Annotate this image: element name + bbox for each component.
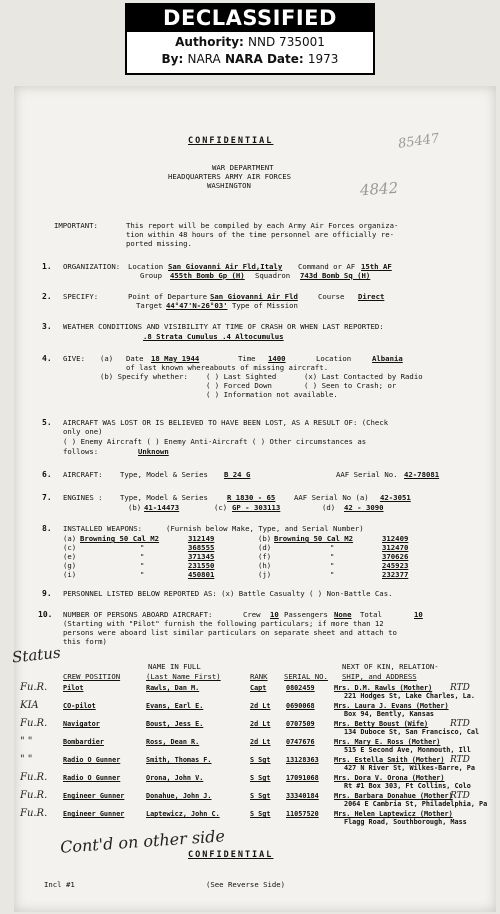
weather-label: WEATHER CONDITIONS AND VISIBILITY AT TIME OF CRASH OR WHEN LAST REPORTED:: [63, 322, 384, 331]
row-address: Box 94, Bently, Kansas: [344, 710, 435, 718]
org-group-label: Group: [140, 271, 162, 280]
by-line: [127, 52, 373, 66]
org-squadron-value: 743d Bomb Sq (H): [300, 271, 371, 280]
header-next-of-kin: NEXT OF KIN, RELATION-: [342, 662, 439, 671]
weapon-type: ": [330, 552, 335, 561]
weather-value: .8 Strata Cumulus .4 Altocumulus: [143, 332, 284, 341]
inclosure-label: Incl #1: [44, 880, 75, 889]
weapon-type: ": [330, 570, 335, 579]
weapon-type: Browning 50 Cal M2: [80, 534, 160, 543]
crew-table-row: [0, 738, 500, 756]
important-line-3: ported missing.: [126, 239, 192, 248]
option-info-unavailable: ( ) Information not available.: [206, 390, 338, 399]
give-time-label: Time: [238, 354, 256, 363]
lost-line-3: ( ) Enemy Aircraft ( ) Enemy Anti-Aircraft ( ) Other circumstances as: [63, 437, 367, 446]
passengers-label: Passengers: [284, 610, 328, 619]
weapon-slot: (a): [63, 534, 77, 543]
row-rank: S Sgt: [250, 756, 271, 764]
crew-count-value: 10: [270, 610, 279, 619]
lost-follows-value: Unknown: [138, 447, 169, 456]
important-line-1: This report will be compiled by each Army Air Forces organiza-: [126, 221, 399, 230]
header-rank: RANK: [250, 672, 268, 681]
give-time-value: 1400: [268, 354, 286, 363]
row-position: Engineer Gunner: [63, 810, 125, 818]
weapon-type: ": [140, 552, 145, 561]
row-position: Radio O Gunner: [63, 774, 121, 782]
header-crew-position: CREW POSITION: [63, 672, 121, 681]
row-address: 221 Hodges St, Lake Charles, La.: [344, 692, 475, 700]
row-status: Fu.R.: [20, 772, 48, 783]
persons-note-line-2: persons were aboard list similar particulars on separate sheet and attach to: [63, 628, 397, 637]
crew-count-label: Crew: [243, 610, 261, 619]
crew-table-row: [0, 684, 500, 702]
crew-table-row: [0, 774, 500, 792]
engines-type-label: Type, Model & Series: [120, 493, 208, 502]
row-serial: 0707509: [286, 720, 315, 728]
aircraft-type-value: B 24 G: [224, 470, 251, 479]
dept-heading: WAR DEPARTMENT: [212, 163, 274, 172]
option-seen-crash: ( ) Seen to Crash; or: [304, 381, 397, 390]
option-forced-down: ( ) Forced Down: [206, 381, 272, 390]
org-squadron-label: Squadron: [255, 271, 291, 280]
weapon-serial: 232377: [382, 570, 409, 579]
give-whereabouts-text: of last known whereabouts of missing aircraft.: [126, 363, 329, 372]
row-name: Evans, Earl E.: [146, 702, 204, 710]
weapon-serial: 370626: [382, 552, 409, 561]
section-4-number: 4.: [42, 354, 52, 363]
weapons-description: (Furnish below Make, Type, and Serial Number): [166, 524, 364, 533]
weapons-label: INSTALLED WEAPONS:: [63, 524, 143, 533]
departure-label: Point of Departure: [128, 292, 208, 301]
org-location-value: San Giovanni Air Fld,Italy: [168, 262, 283, 271]
hq-heading: HEADQUARTERS ARMY AIR FORCES: [168, 172, 292, 181]
row-position: Radio O Gunner: [63, 756, 121, 764]
engine-serial-a: 42-3051: [380, 493, 411, 502]
section-6-number: 6.: [42, 470, 52, 479]
engine-serial-d: 42 - 3090: [344, 503, 384, 512]
row-serial: 0690068: [286, 702, 315, 710]
declassified-title: DECLASSIFIED: [127, 5, 373, 32]
give-date-value: 18 May 1944: [151, 354, 200, 363]
give-label: GIVE:: [63, 354, 85, 363]
row-next-of-kin: Mrs. Helen Laptewicz (Mother): [334, 810, 453, 818]
total-value: 10: [414, 610, 423, 619]
weapon-serial: 312409: [382, 534, 409, 543]
persons-aboard-label: NUMBER OF PERSONS ABOARD AIRCRAFT:: [63, 610, 213, 619]
weapon-type: ": [330, 561, 335, 570]
section-1-number: 1.: [42, 262, 52, 271]
row-status: Fu.R.: [20, 790, 48, 801]
weapon-serial: 450801: [188, 570, 215, 579]
row-position: CO-pilot: [63, 702, 96, 710]
row-name: Boust, Jess E.: [146, 720, 204, 728]
row-status: " ": [20, 736, 33, 747]
row-address: Flagg Road, Southborough, Mass: [344, 818, 467, 826]
lost-line-2: only one): [63, 427, 103, 436]
target-label: Target: [136, 301, 163, 310]
row-serial: 17091068: [286, 774, 319, 782]
org-command-label: Command or AF: [298, 262, 356, 271]
weapon-slot: (e): [63, 552, 77, 561]
by-value: NARA: [187, 52, 221, 66]
engine-serial-b: 41-14473: [144, 503, 180, 512]
authority-label: Authority:: [175, 35, 244, 49]
passengers-value: None: [334, 610, 352, 619]
org-label: ORGANIZATION:: [63, 262, 121, 271]
row-rank: Capt: [250, 684, 267, 692]
engine-d-label: (d): [322, 503, 336, 512]
row-name: Orona, John V.: [146, 774, 204, 782]
classification-top: CONFIDENTIAL: [188, 136, 274, 146]
row-serial: 33340184: [286, 792, 319, 800]
weapon-type: ": [140, 561, 145, 570]
crew-table-row: [0, 702, 500, 720]
lost-line-1: AIRCRAFT WAS LOST OR IS BELIEVED TO HAVE BEEN LOST, AS A RESULT OF: (Check: [63, 418, 389, 427]
status-handwritten-heading: Status: [11, 643, 62, 667]
engines-label: ENGINES :: [63, 493, 103, 502]
weapon-serial: 371345: [188, 552, 215, 561]
specify-label: SPECIFY:: [63, 292, 99, 301]
engine-serial-c: GP - 303113: [232, 503, 281, 512]
section-7-number: 7.: [42, 493, 52, 502]
row-serial: 0802459: [286, 684, 315, 692]
row-next-of-kin: Mrs. Barbara Donahue (Mother): [334, 792, 453, 800]
row-rank: S Sgt: [250, 810, 271, 818]
section-8-number: 8.: [42, 524, 52, 533]
weapon-type: ": [140, 543, 145, 552]
row-name: Rawls, Dan M.: [146, 684, 200, 692]
weapon-slot: (h): [258, 561, 272, 570]
row-next-of-kin: Mrs. Mary E. Ross (Mother): [334, 738, 441, 746]
row-position: Pilot: [63, 684, 84, 692]
weapon-type: ": [330, 543, 335, 552]
row-name: Donahue, John J.: [146, 792, 212, 800]
persons-note-line-3: this form): [63, 637, 107, 646]
aircraft-serial-value: 42-78081: [404, 470, 440, 479]
section-10-number: 10.: [38, 610, 53, 619]
nara-date-label: NARA Date:: [224, 52, 304, 66]
weapon-serial: 368555: [188, 543, 215, 552]
header-last-name-first: (Last Name First): [146, 672, 221, 681]
important-line-2: tion within 48 hours of the time personnel are officially re-: [126, 230, 394, 239]
classification-bottom: CONFIDENTIAL: [188, 850, 274, 860]
weapon-slot: (b): [258, 534, 272, 543]
give-date-label: Date: [126, 354, 144, 363]
weapon-slot: (c): [63, 543, 77, 552]
aircraft-type-label: Type, Model & Series: [120, 470, 208, 479]
row-rank: 2d Lt: [250, 720, 271, 728]
weapon-slot: (f): [258, 552, 272, 561]
total-label: Total: [360, 610, 382, 619]
row-name: Smith, Thomas F.: [146, 756, 212, 764]
weapon-serial: 245923: [382, 561, 409, 570]
target-value: 44°47'N-26°03': [166, 301, 228, 310]
row-next-of-kin: Mrs. Estella Smith (Mother): [334, 756, 445, 764]
row-status: Fu.R.: [20, 682, 48, 693]
engine-c-label: (c): [214, 503, 228, 512]
city-heading: WASHINGTON: [207, 181, 251, 190]
option-radio-contact: (x) Last Contacted by Radio: [304, 372, 423, 381]
row-address: Rt #1 Box 303, Ft Collins, Colo: [344, 782, 471, 790]
row-position: Navigator: [63, 720, 100, 728]
option-last-sighted: ( ) Last Sighted: [206, 372, 277, 381]
give-b-label: (b) Specify whether:: [100, 372, 188, 381]
row-rank: 2d Lt: [250, 738, 271, 746]
row-address: 515 E Second Ave, Monmouth, Ill: [344, 746, 471, 754]
departure-value: San Giovanni Air Fld: [210, 292, 298, 301]
row-rank: S Sgt: [250, 792, 271, 800]
nara-date-value: 1973: [307, 52, 339, 66]
weapon-slot: (i): [63, 570, 77, 579]
crew-table-row: [0, 792, 500, 810]
crew-table-row: [0, 720, 500, 738]
engines-serial-label: AAF Serial No (a): [294, 493, 369, 502]
row-status: Fu.R.: [20, 808, 48, 819]
course-value: Direct: [358, 292, 385, 301]
row-position: Bombardier: [63, 738, 104, 746]
header-name-in-full: NAME IN FULL: [148, 662, 201, 671]
mission-type-label: Type of Mission: [232, 301, 298, 310]
persons-note-line-1: (Starting with "Pilot" furnish the following particulars; if more than 12: [63, 619, 384, 628]
header-serial-no: SERIAL NO.: [284, 672, 328, 681]
aircraft-label: AIRCRAFT:: [63, 470, 103, 479]
row-status: Fu.R.: [20, 718, 48, 729]
row-status: " ": [20, 754, 33, 765]
weapon-serial: 231550: [188, 561, 215, 570]
section-2-number: 2.: [42, 292, 52, 301]
personnel-status-line: PERSONNEL LISTED BELOW REPORTED AS: (x) Battle Casualty ( ) Non-Battle Cas.: [63, 589, 393, 598]
weapon-slot: (g): [63, 561, 77, 570]
row-rank: 2d Lt: [250, 702, 271, 710]
important-label: IMPORTANT:: [54, 221, 98, 230]
section-9-number: 9.: [42, 589, 52, 598]
authority-line: [127, 35, 373, 49]
weapon-serial: 312149: [188, 534, 215, 543]
weapon-type: ": [140, 570, 145, 579]
row-address: 427 N River St, Wilkes-Barre, Pa: [344, 764, 475, 772]
row-name: Ross, Dean R.: [146, 738, 200, 746]
aircraft-serial-label: AAF Serial No.: [336, 470, 398, 479]
handwritten-continued-note: Cont'd on other side: [59, 826, 226, 857]
engine-b-label: (b): [128, 503, 142, 512]
org-command-value: 15th AF: [361, 262, 392, 271]
course-label: Course: [318, 292, 345, 301]
org-location-label: Location: [128, 262, 164, 271]
section-5-number: 5.: [42, 418, 52, 427]
row-serial: 13128363: [286, 756, 319, 764]
engines-type-value: R 1830 - 65: [227, 493, 276, 502]
weapon-slot: (d): [258, 543, 272, 552]
margin-mark-number: 85447: [397, 131, 441, 152]
row-serial: 0747676: [286, 738, 315, 746]
row-address: 134 Duboce St, San Francisco, Cal: [344, 728, 480, 736]
row-rtd-mark: RTD: [450, 755, 470, 765]
row-next-of-kin: Mrs. Betty Boust (Wife): [334, 720, 429, 728]
row-next-of-kin: Mrs. D.M. Rawls (Mother): [334, 684, 433, 692]
row-rtd-mark: RTD: [450, 683, 470, 693]
weapon-serial: 312470: [382, 543, 409, 552]
crew-table-row: [0, 756, 500, 774]
margin-mark-file-number: 4842: [359, 178, 399, 200]
row-serial: 11057520: [286, 810, 319, 818]
authority-value: NND 735001: [248, 35, 325, 49]
lost-follows-label: follows:: [63, 447, 99, 456]
section-3-number: 3.: [42, 322, 52, 331]
row-rtd-mark: RTD: [450, 791, 470, 801]
row-rtd-mark: RTD: [450, 719, 470, 729]
weapon-type: Browning 50 Cal M2: [274, 534, 354, 543]
crew-table-row: [0, 810, 500, 828]
row-status: KIA: [20, 700, 39, 711]
row-next-of-kin: Mrs. Dora V. Orona (Mother): [334, 774, 445, 782]
row-rank: S Sgt: [250, 774, 271, 782]
give-location-label: Location: [316, 354, 352, 363]
see-reverse-note: (See Reverse Side): [206, 880, 286, 889]
give-location-value: Albania: [372, 354, 403, 363]
row-next-of-kin: Mrs. Laura J. Evans (Mother): [334, 702, 449, 710]
header-kin-address: SHIP, and ADDRESS: [342, 672, 417, 681]
row-name: Laptewicz, John C.: [146, 810, 220, 818]
give-a-marker: (a): [100, 354, 114, 363]
by-label: By:: [161, 52, 184, 66]
declassified-stamp: [125, 3, 375, 75]
weapon-slot: (j): [258, 570, 272, 579]
org-group-value: 455th Bomb Gp (H): [170, 271, 245, 280]
row-address: 2064 E Cambria St, Philadelphia, Pa: [344, 800, 488, 808]
row-position: Engineer Gunner: [63, 792, 125, 800]
